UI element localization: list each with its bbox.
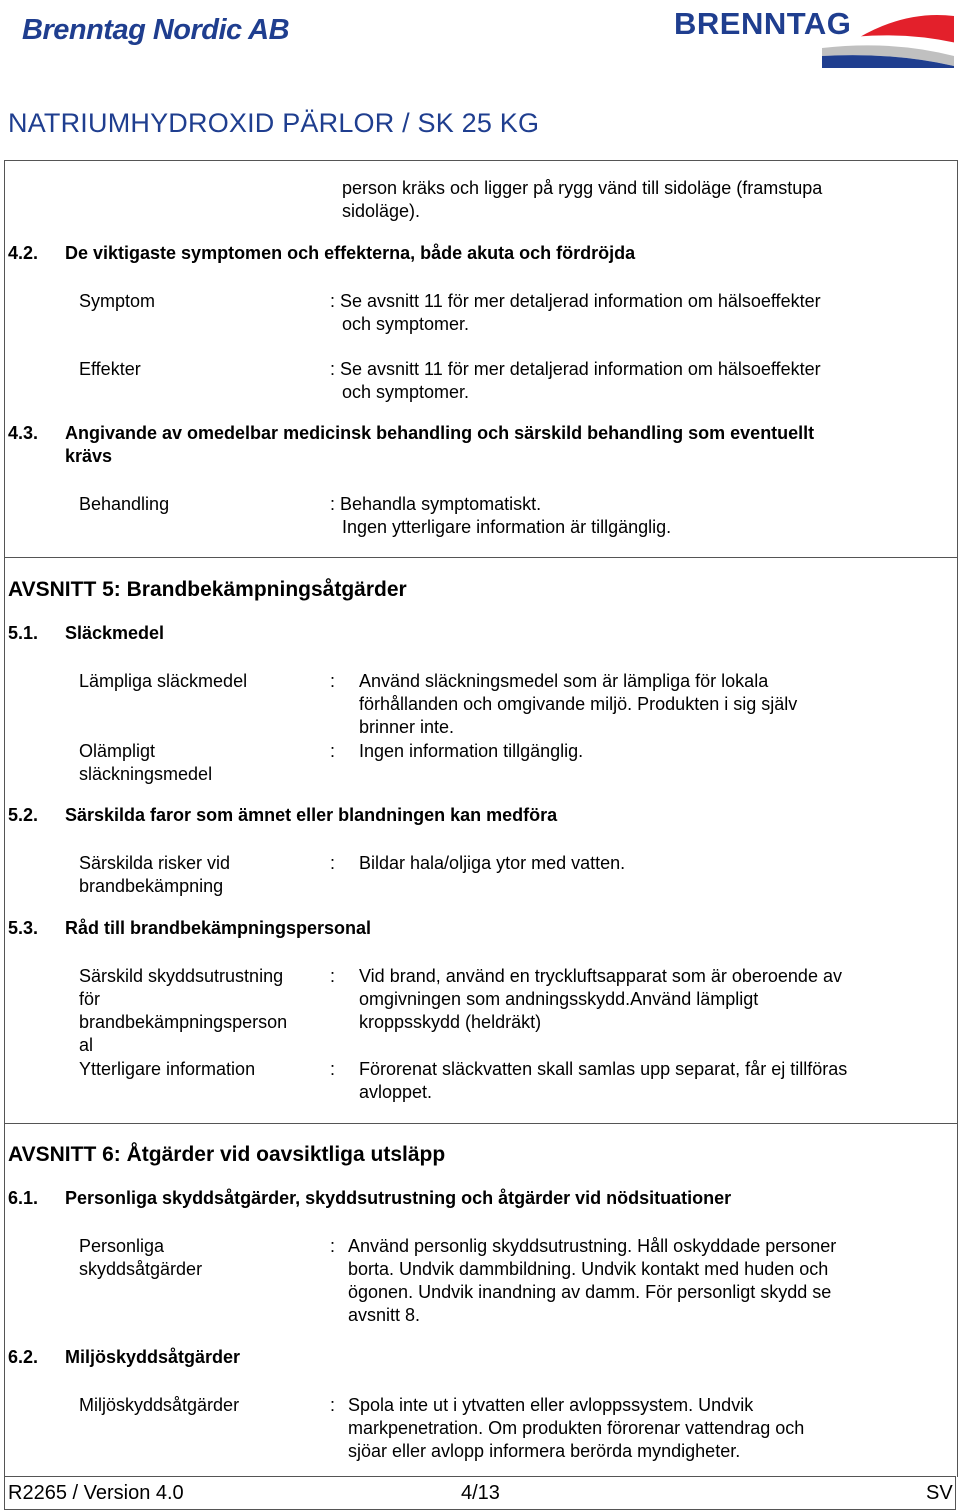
section-heading: AVSNITT 6: Åtgärder vid oavsiktliga utsläpp: [8, 1143, 446, 1166]
field-label-effekter: Effekter: [79, 359, 141, 379]
subsection-title: De viktigaste symptomen och effekterna, både akuta och fördröjda: [65, 243, 636, 263]
field-label: Lämpliga släckmedel: [79, 671, 248, 691]
field-value: omgivningen som andningsskydd.Använd lämpligt: [359, 989, 759, 1009]
subsection-number: 6.2.: [8, 1347, 39, 1367]
field-label-behandling: Behandling: [79, 494, 170, 514]
field-value: brinner inte.: [359, 717, 455, 737]
field-value: Använd personlig skyddsutrustning. Håll oskyddade personer: [348, 1236, 837, 1256]
document-title: NATRIUMHYDROXID PÄRLOR / SK 25 KG: [8, 108, 540, 138]
subsection-number: 4.3.: [8, 423, 39, 443]
field-value: Ingen ytterligare information är tillgänglig.: [342, 517, 672, 537]
field-label: släckningsmedel: [79, 764, 213, 784]
field-label: skyddsåtgärder: [79, 1259, 203, 1279]
field-value: borta. Undvik dammbildning. Undvik kontakt med huden och: [348, 1259, 829, 1279]
field-label: Olämpligt: [79, 741, 156, 761]
subsection-number: 5.2.: [8, 805, 39, 825]
subsection-title: krävs: [65, 446, 113, 466]
subsection-title: Miljöskyddsåtgärder: [65, 1347, 241, 1367]
colon: :: [330, 1059, 336, 1079]
field-value: och symptomer.: [342, 382, 470, 402]
brenntag-logo: [672, 4, 956, 68]
colon: :: [330, 1395, 336, 1415]
continued-text: person kräks och ligger på rygg vänd till sidoläge (framstupa: [342, 178, 823, 198]
field-value: : Se avsnitt 11 för mer detaljerad information om hälsoeffekter: [330, 291, 821, 311]
field-value: sjöar eller avlopp informera berörda myndigheter.: [348, 1441, 741, 1461]
subsection-title: Särskilda faror som ämnet eller blandningen kan medföra: [65, 805, 558, 825]
colon: :: [330, 671, 336, 691]
field-label: brandbekämpning: [79, 876, 224, 896]
field-value: : Se avsnitt 11 för mer detaljerad information om hälsoeffekter: [330, 359, 821, 379]
field-value: markpenetration. Om produkten förorenar vattendrag och: [348, 1418, 805, 1438]
subsection-title: Angivande av omedelbar medicinsk behandling och särskild behandling som eventuellt: [65, 423, 815, 443]
field-value: förhållanden och omgivande miljö. Produkten i sig själv: [359, 694, 798, 714]
section-divider: [4, 1123, 957, 1124]
field-value: : Behandla symptomatiskt.: [330, 494, 542, 514]
field-label: al: [79, 1035, 94, 1055]
subsection-number: 5.3.: [8, 918, 39, 938]
field-label-symptom: Symptom: [79, 291, 156, 311]
field-value: Bildar hala/oljiga ytor med vatten.: [359, 853, 626, 873]
field-value: Använd släckningsmedel som är lämpliga för lokala: [359, 671, 769, 691]
field-value: Ingen information tillgänglig.: [359, 741, 584, 761]
subsection-number: 6.1.: [8, 1188, 39, 1208]
footer-language: SV: [926, 1482, 953, 1504]
footer-page-number: 4/13: [461, 1482, 500, 1504]
subsection-number: 4.2.: [8, 243, 39, 263]
field-value: avsnitt 8.: [348, 1305, 421, 1325]
colon: :: [330, 966, 336, 986]
subsection-title: Släckmedel: [65, 623, 165, 643]
continued-text: sidoläge).: [342, 201, 421, 221]
colon: :: [330, 741, 336, 761]
field-label: Personliga: [79, 1236, 165, 1256]
footer-version: R2265 / Version 4.0: [8, 1482, 184, 1504]
subsection-title: Råd till brandbekämpningspersonal: [65, 918, 372, 938]
colon: :: [330, 1236, 336, 1256]
field-value: Förorenat släckvatten skall samlas upp separat, får ej tillföras: [359, 1059, 848, 1079]
company-name: Brenntag Nordic AB: [22, 14, 290, 46]
section-divider: [4, 557, 957, 558]
field-value: Vid brand, använd en tryckluftsapparat som är oberoende av: [359, 966, 842, 986]
section-heading: AVSNITT 5: Brandbekämpningsåtgärder: [8, 578, 407, 601]
colon: :: [330, 853, 336, 873]
field-value: kroppsskydd (heldräkt): [359, 1012, 542, 1032]
field-value: Spola inte ut i ytvatten eller avloppssystem. Undvik: [348, 1395, 754, 1415]
field-value: avloppet.: [359, 1082, 433, 1102]
field-label: Miljöskyddsåtgärder: [79, 1395, 240, 1415]
subsection-number: 5.1.: [8, 623, 39, 643]
svg-text:BRENNTAG: BRENNTAG: [674, 6, 852, 41]
field-value: ögonen. Undvik inandning av damm. För personligt skydd se: [348, 1282, 832, 1302]
field-label: Ytterligare information: [79, 1059, 256, 1079]
field-label: Särskild skyddsutrustning: [79, 966, 284, 986]
field-label: för: [79, 989, 101, 1009]
field-label: Särskilda risker vid: [79, 853, 231, 873]
field-value: och symptomer.: [342, 314, 470, 334]
subsection-title: Personliga skyddsåtgärder, skyddsutrustning och åtgärder vid nödsituationer: [65, 1188, 732, 1208]
field-label: brandbekämpningsperson: [79, 1012, 288, 1032]
